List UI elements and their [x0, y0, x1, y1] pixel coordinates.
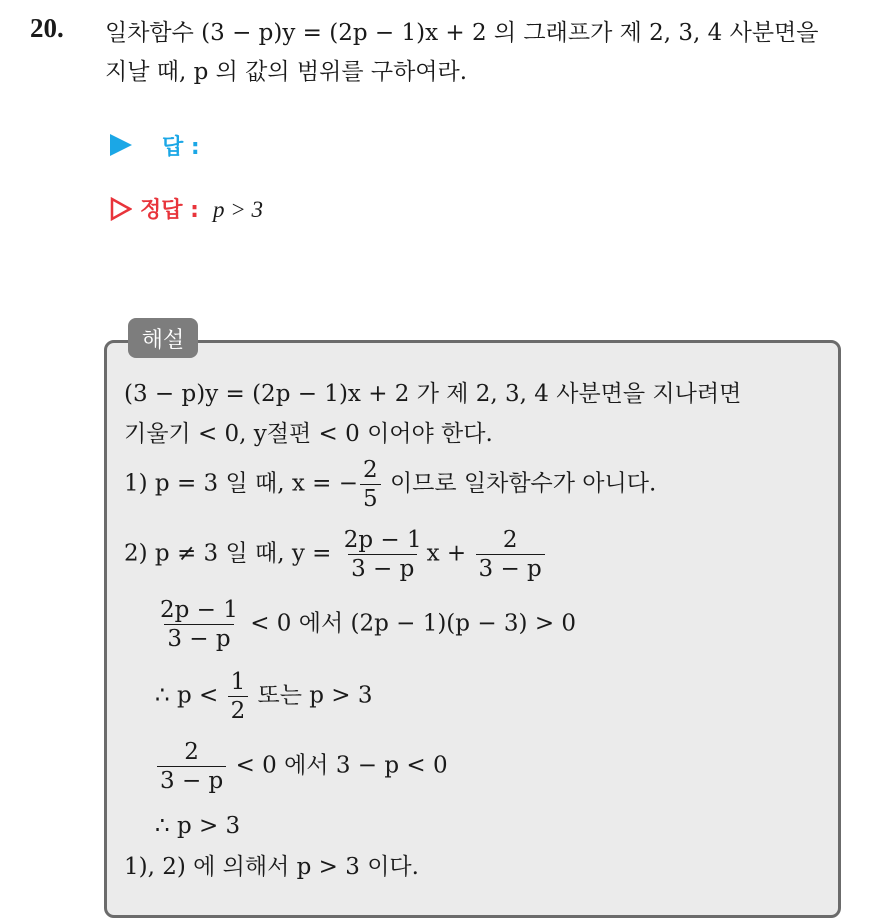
- answer-label: 답 :: [162, 135, 200, 160]
- case2-intercept-fraction: [476, 528, 545, 581]
- fraction-numerator: 2: [502, 527, 518, 553]
- question-text-line2: 지날 때, p 의 값의 범위를 구하여라.: [105, 59, 468, 85]
- question-number: 20.: [30, 13, 64, 43]
- solution-result2: ∴ p > 3: [155, 813, 241, 839]
- result1-prefix: ∴ p <: [155, 682, 219, 709]
- fraction-denominator: 3 − p: [164, 624, 233, 651]
- question-text-line1: 일차함수 (3 − p)y = (2p − 1)x + 2 의 그래프가 제 2, 3, 4 사분면을: [105, 20, 819, 46]
- inequality2-text: < 0 에서 3 − p < 0: [235, 752, 448, 779]
- solution-tab: 해설: [128, 318, 198, 358]
- case2-mid: x +: [426, 540, 467, 567]
- solution-conclusion: 1), 2) 에 의해서 p > 3 이다.: [124, 854, 419, 880]
- fraction-denominator: 3 − p: [476, 554, 545, 581]
- fraction-denominator: 2: [228, 696, 249, 723]
- correct-answer-value: p > 3: [212, 197, 263, 222]
- solution-case2: [124, 528, 547, 581]
- inequality2-fraction: [157, 740, 226, 793]
- solution-line2: 기울기 < 0, y절편 < 0 이어야 한다.: [124, 421, 493, 447]
- fraction-numerator: 2: [362, 457, 378, 483]
- case1-prefix: 1) p = 3 일 때, x = −: [124, 470, 358, 497]
- result1-fraction: [228, 670, 249, 723]
- fraction-numerator: 2: [184, 739, 199, 765]
- fraction-numerator: 2p − 1: [343, 527, 422, 553]
- fraction-denominator: 3 − p: [157, 766, 226, 793]
- result1-suffix: 또는 p > 3: [257, 682, 373, 709]
- solution-case1: [124, 458, 656, 511]
- play-arrow-icon: [110, 134, 132, 156]
- fraction-numerator: 2p − 1: [160, 597, 238, 623]
- fraction-denominator: 5: [360, 484, 381, 511]
- answer-row: [110, 130, 200, 161]
- case1-fraction: [360, 458, 381, 511]
- solution-line1: (3 − p)y = (2p − 1)x + 2 가 제 2, 3, 4 사분면을 지나려면: [124, 381, 742, 407]
- solution-inequality2: [155, 740, 448, 793]
- solution-inequality1: [155, 598, 576, 651]
- fraction-denominator: 3 − p: [348, 554, 417, 581]
- case2-prefix: 2) p ≠ 3 일 때, y =: [124, 540, 332, 567]
- correct-answer-row: [110, 193, 263, 224]
- outline-arrow-icon: [110, 197, 132, 221]
- case1-suffix: 이므로 일차함수가 아니다.: [389, 470, 657, 497]
- correct-answer-label: 정답 :: [140, 198, 199, 223]
- inequality1-text: < 0 에서 (2p − 1)(p − 3) > 0: [250, 610, 577, 637]
- case2-slope-fraction: [341, 528, 425, 581]
- inequality1-fraction: [157, 598, 241, 651]
- solution-result1: [155, 670, 373, 723]
- fraction-numerator: 1: [230, 669, 246, 695]
